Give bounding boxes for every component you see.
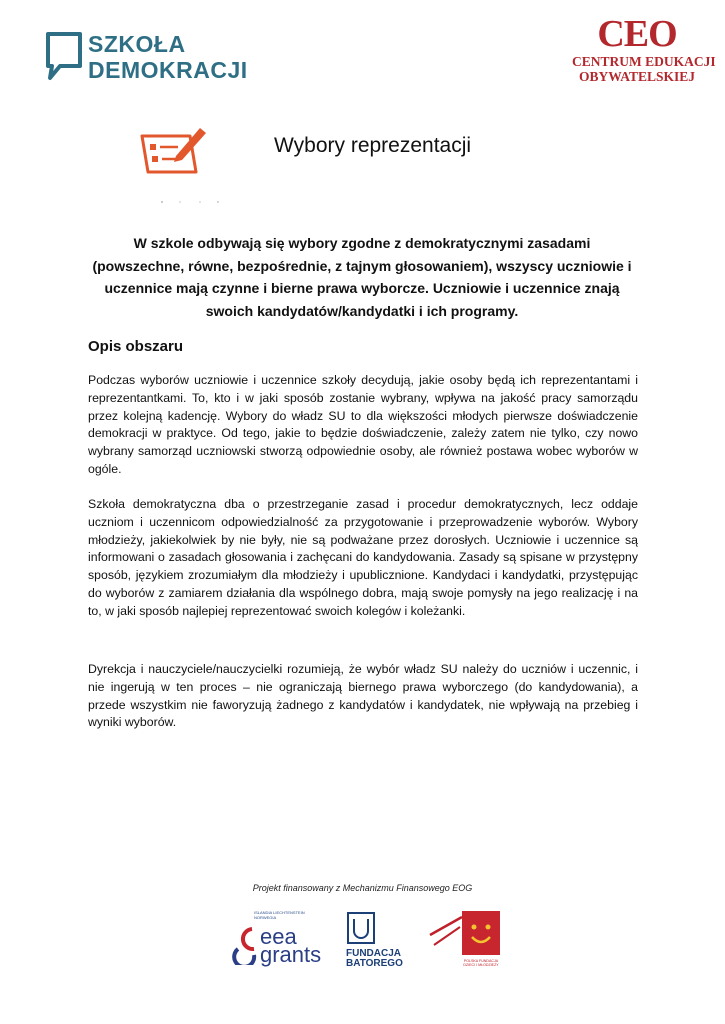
body-paragraph-2: Szkoła demokratyczna dba o przestrzeganie zasad i procedur demokratycznych, lecz oddaje uczniom i uczennicom odpowiedzialność za przygotowanie i przeprowadzenie wyborów. Wybory młodzieży, jakiekolwiek by nie były, nie są podważane przez dorosłych. Uczniowie i uczennice są informowani o zasadach głosowania i zachęcani do kandydowania. Zasady są spisane w przystępny sposób, językiem zrozumiałym dla młodzieży i upublicznione. Kandydaci i kandydatki, przystępując do wyborów z zamiarem działania dla wspólnego dobra, mają swoje pomysły na jego realizację i na to, w jaki sposób najlepiej reprezentować swoich kolegów i koleżanki. (88, 497, 638, 618)
section-heading: Opis obszaru (88, 338, 184, 355)
speech-bubble-icon (40, 28, 86, 84)
batory-line1: FUNDACJA (346, 948, 401, 959)
decorative-dots (160, 200, 230, 204)
fundacja-batorego-logo (344, 911, 404, 971)
szkola-demokracji-logo (40, 28, 248, 88)
polska-fundacja-logo (428, 905, 502, 975)
body-paragraph-1: Podczas wyborów uczniowie i uczennice szkoły decydują, jakie osoby będą ich reprezentantami i reprezentantkami. To, kto i w jaki sposób zostanie wybrany, wpływa na jakość pracy samorządu przez kolejną kadencję. Wybory do władz SU to dla większości młodych pierwsze doświadczenie demokracji w praktyce. Od tego, jakie to będzie doświadczenie, zależy zatem nie tylko, czy nowo wybrany samorząd uczniowski stworzą odpowiednie osoby, ale również postawa wobec wyborów w ogóle. (88, 373, 638, 476)
eea-countries: ISLANDIA LIECHTENSTEIN NORWEGIA (254, 910, 305, 920)
pf-face-icon (428, 905, 502, 959)
page-title: Wybory reprezentacji (274, 134, 472, 157)
funding-note: Projekt finansowany z Mechanizmu Finansowego EOG (252, 883, 473, 893)
eea-grants-logo (232, 911, 322, 971)
eea-swirl-icon (232, 921, 260, 965)
ceo-logo (572, 13, 716, 88)
batory-emblem-icon (346, 911, 376, 945)
school-logo-line1: SZKOŁA (88, 31, 186, 57)
ballot-checklist-icon (138, 122, 210, 178)
ceo-logo-line1: CENTRUM EDUKACJI (572, 54, 716, 69)
body-paragraph-3: Dyrekcja i nauczyciele/nauczycielki rozumieją, że wybór władz SU należy do uczniów i uczennic, i nie ingerują w ten proces – nie ograniczają biernego prawa wyborczego (do kandydowania), a przede wszystkim nie faworyzują żadnego z kandydatów i kandydatek, nie wpływają na przebieg i wyniki wyborów. (88, 662, 638, 730)
ceo-mark: CEO (597, 13, 677, 55)
ceo-logo-line2: OBYWATELSKIEJ (578, 69, 696, 84)
eea-line1: eea (260, 924, 297, 949)
lead-paragraph: W szkole odbywają się wybory zgodne z demokratycznymi zasadami (powszechne, równe, bezpośrednie, z tajnym głosowaniem), wszyscy uczniowie i uczennice mają czynne i bierne prawa wyborcze. Uczniowie i uczennice znają swoich kandydatów/kandydatki i ich programy. (92, 235, 632, 319)
batory-line2: BATOREGO (346, 958, 403, 969)
school-logo-line2: DEMOKRACJI (88, 57, 248, 83)
eea-line2: grants (260, 942, 322, 967)
sponsor-logos (222, 897, 502, 977)
pf-caption: POLSKA FUNDACJA DZIECI I MŁODZIEŻY (463, 959, 499, 968)
